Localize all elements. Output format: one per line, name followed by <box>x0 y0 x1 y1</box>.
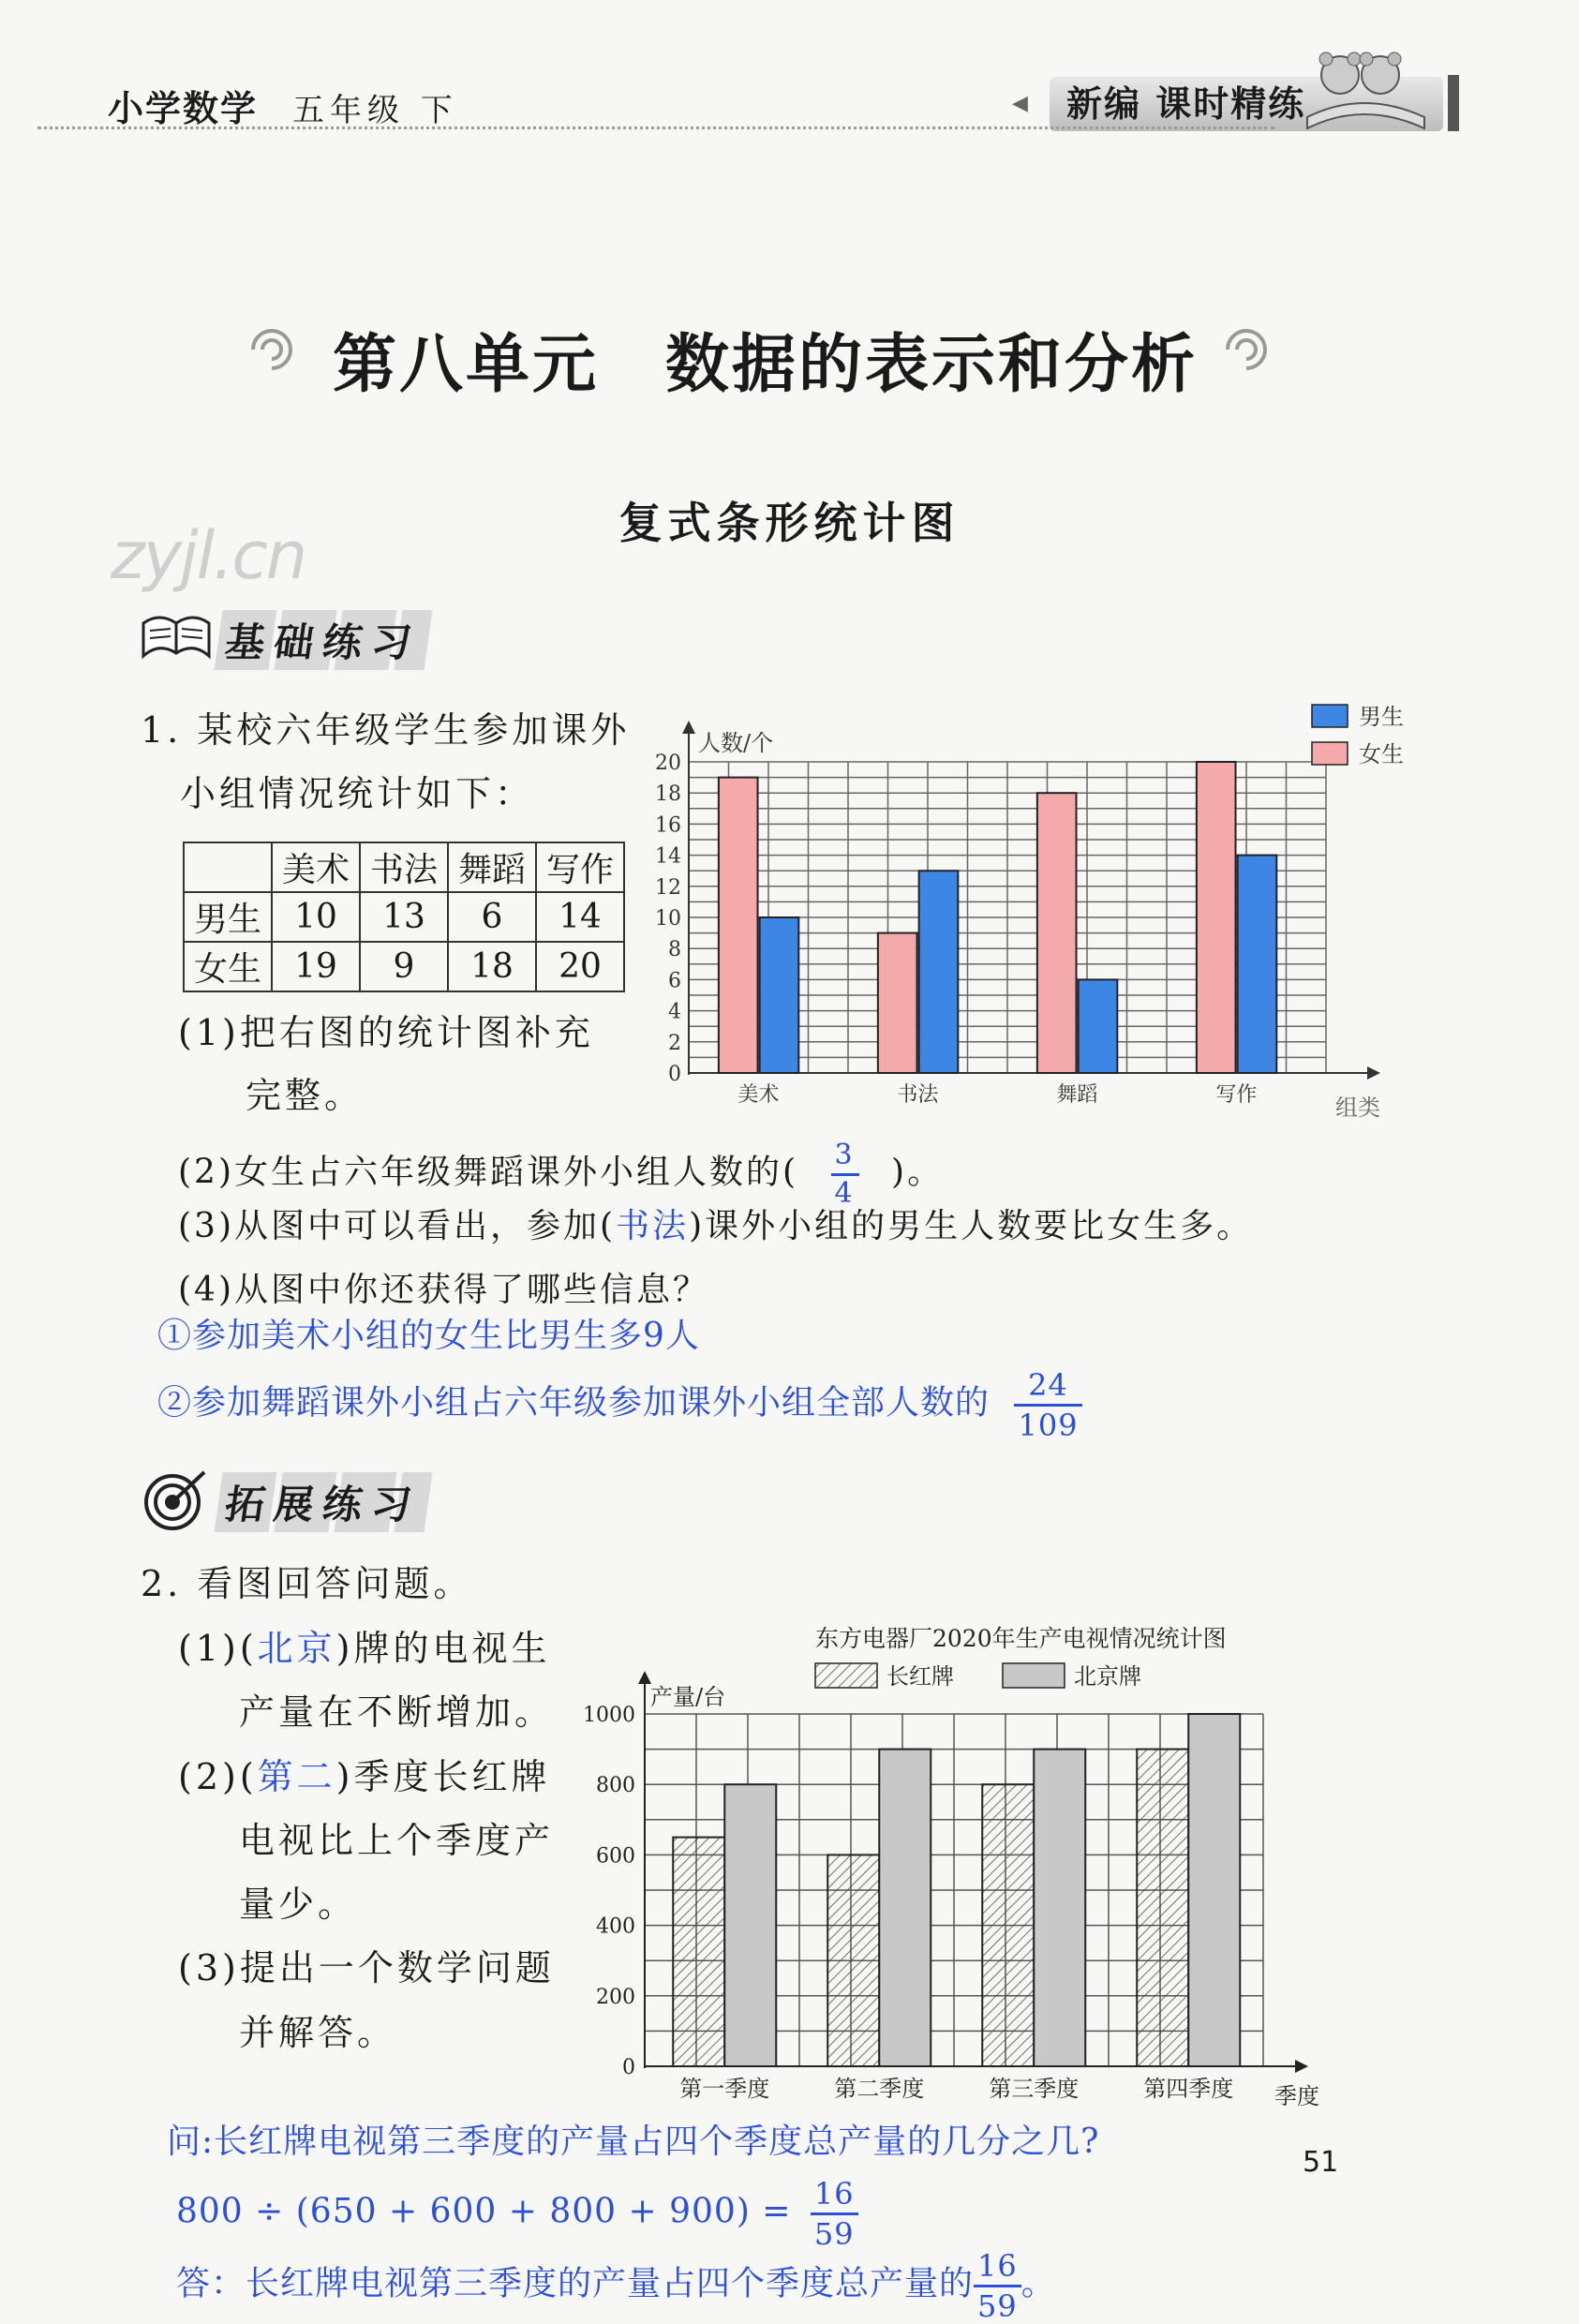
q1-p1-line2: 完整。 <box>246 1075 365 1116</box>
bar-男生 <box>1238 856 1277 1073</box>
x-tick-label: 第一季度 <box>679 2076 770 2102</box>
q2-answer <box>176 2248 1056 2324</box>
q2-p1-answer: 北京 <box>257 1628 336 1669</box>
banner-ext <box>139 1467 514 1532</box>
header-bar <box>1448 75 1459 131</box>
table-cell: 9 <box>360 942 448 991</box>
y-axis-label: 人数/个 <box>698 730 774 756</box>
q1-p3-post: )课外小组的男生人数要比女生多。 <box>689 1207 1254 1245</box>
q1-p3-pre: (3)从图中可以看出，参加( <box>178 1207 617 1245</box>
fraction-numerator: 16 <box>974 2251 1021 2287</box>
q2-p2-line3: 量少。 <box>239 1884 358 1925</box>
header-subject: 小学数学 <box>108 88 259 129</box>
y-tick-label: 2 <box>668 1031 681 1055</box>
bar-长红牌 <box>827 1855 879 2066</box>
table-cell: 舞蹈 <box>448 842 536 892</box>
q1-p2-fraction <box>831 1141 859 1208</box>
table-cell: 女生 <box>184 942 272 991</box>
q2-p2-pre: (2)( <box>178 1756 258 1797</box>
q2-p2-line2: 电视比上个季度产 <box>239 1820 555 1861</box>
banner-ext-text: 拓展练习 <box>215 1472 433 1532</box>
page-number: 51 <box>1303 2146 1339 2179</box>
fraction-denominator: 59 <box>977 2288 1018 2324</box>
table-cell: 19 <box>272 942 360 991</box>
q1-p3 <box>178 1204 1253 1249</box>
y-tick-label: 6 <box>668 969 681 993</box>
q2-p3-line1: (3)提出一个数学问题 <box>178 1947 555 1989</box>
q2-calc <box>176 2176 858 2252</box>
table-cell: 13 <box>360 892 448 942</box>
q2-p2-post: )季度长红牌 <box>335 1756 551 1797</box>
y-tick-label: 16 <box>655 813 681 838</box>
y-axis-arrow-icon <box>638 1671 651 1684</box>
table-row <box>184 942 624 991</box>
y-tick-label: 400 <box>596 1914 635 1939</box>
table-cell: 18 <box>448 942 536 991</box>
q2-p3-line2: 并解答。 <box>239 2012 397 2053</box>
q2-stem: 2. 看图回答问题。 <box>141 1563 473 1604</box>
chart-title: 东方电器厂2020年生产电视情况统计图 <box>815 1626 1227 1652</box>
legend-label: 长红牌 <box>886 1663 954 1690</box>
bar-女生 <box>1037 793 1077 1073</box>
q1-data-table <box>183 842 625 992</box>
x-tick-label: 美术 <box>737 1083 780 1107</box>
legend-swatch <box>1312 705 1348 727</box>
y-tick-label: 0 <box>622 2056 635 2079</box>
bar-长红牌 <box>982 1784 1034 2066</box>
q1-answer-2-fraction <box>1014 1367 1081 1443</box>
fraction-numerator: 24 <box>1014 1370 1081 1407</box>
chart-tv-production <box>581 1626 1387 2137</box>
q1-p2 <box>178 1141 944 1208</box>
q2-calc-text: 800 ÷ (650 + 600 + 800 + 900) = <box>176 2192 792 2231</box>
y-tick-label: 200 <box>596 1985 635 2009</box>
table-cell: 20 <box>536 942 624 991</box>
y-tick-label: 4 <box>668 1000 681 1024</box>
swirl-icon <box>1218 321 1274 378</box>
fraction-numerator: 3 <box>831 1141 859 1176</box>
q2-p1-post: )牌的电视生 <box>335 1628 551 1669</box>
bar-北京牌 <box>1034 1750 1085 2066</box>
q2-answer-post: 。 <box>1020 2264 1056 2303</box>
fraction-denominator: 4 <box>834 1177 856 1210</box>
y-tick-label: 18 <box>655 782 681 807</box>
section-title: 复式条形统计图 <box>618 498 961 548</box>
x-tick-label: 舞蹈 <box>1056 1083 1098 1107</box>
legend-swatch <box>1312 742 1348 765</box>
table-row <box>184 892 624 942</box>
bar-长红牌 <box>673 1838 724 2066</box>
y-tick-label: 800 <box>596 1774 635 1798</box>
chart-students <box>637 693 1434 1125</box>
x-tick-label: 第二季度 <box>834 2076 925 2102</box>
banner-basic-text: 基础练习 <box>215 610 433 670</box>
y-tick-label: 600 <box>596 1844 635 1869</box>
y-tick-label: 0 <box>668 1063 681 1086</box>
q2-p1 <box>178 1626 551 1671</box>
q1-answer-2 <box>157 1367 1082 1443</box>
table-cell <box>184 842 272 892</box>
y-tick-label: 10 <box>655 907 681 931</box>
x-tick-label: 第三季度 <box>989 2076 1080 2102</box>
bar-长红牌 <box>1137 1750 1188 2066</box>
legend-swatch <box>815 1663 877 1688</box>
y-tick-label: 20 <box>655 752 681 775</box>
q1-p2-post: )。 <box>891 1153 945 1192</box>
legend-label: 女生 <box>1359 741 1404 767</box>
bar-北京牌 <box>724 1784 776 2066</box>
q1-p3-answer: 书法 <box>616 1207 690 1245</box>
x-tick-label: 写作 <box>1215 1083 1258 1107</box>
legend-label: 男生 <box>1359 704 1404 730</box>
bar-女生 <box>1197 762 1236 1073</box>
banner-basic <box>139 604 514 670</box>
x-tick-label: 书法 <box>897 1083 939 1107</box>
x-axis-arrow-icon <box>1367 1066 1380 1080</box>
header-divider <box>37 127 1274 129</box>
bar-北京牌 <box>1188 1714 1240 2066</box>
y-tick-label: 12 <box>655 875 681 900</box>
y-tick-label: 1000 <box>583 1704 635 1727</box>
bar-男生 <box>1079 979 1118 1073</box>
table-cell: 男生 <box>184 892 272 942</box>
watermark: zyjl.cn <box>111 517 306 594</box>
fraction-denominator: 59 <box>813 2216 855 2252</box>
legend-swatch <box>1003 1663 1065 1688</box>
table-cell: 美术 <box>272 842 360 892</box>
legend-label: 北京牌 <box>1074 1663 1141 1690</box>
table-cell: 6 <box>448 892 536 942</box>
q1-p2-pre: (2)女生占六年级舞蹈课外小组人数的( <box>178 1153 799 1192</box>
unit-title: 第八单元 数据的表示和分析 <box>333 327 1199 402</box>
q2-p2-answer: 第二 <box>257 1756 336 1797</box>
table-cell: 14 <box>536 892 624 942</box>
header-arrow-icon: ◀ <box>1012 92 1028 115</box>
fraction-numerator: 16 <box>811 2179 858 2215</box>
header-grade: 五年级 下 <box>292 92 458 129</box>
header-series: 新编 课时精练 <box>1050 77 1443 131</box>
q2-answer-fraction <box>974 2248 1021 2324</box>
table-cell: 10 <box>272 892 360 942</box>
x-axis-arrow-icon <box>1295 2060 1308 2073</box>
q2-p2 <box>178 1754 551 1799</box>
x-tick-label: 第四季度 <box>1143 2076 1234 2102</box>
q2-calc-fraction <box>811 2176 858 2252</box>
fraction-denominator: 109 <box>1018 1408 1079 1443</box>
bar-男生 <box>919 871 959 1073</box>
q1-p4: (4)从图中你还获得了哪些信息？ <box>178 1271 709 1309</box>
bar-女生 <box>719 778 758 1073</box>
q1-answer-2-text: ②参加舞蹈课外小组占六年级参加课外小组全部人数的 <box>157 1383 991 1423</box>
q2-p1-pre: (1)( <box>178 1628 258 1669</box>
open-book-icon <box>139 604 214 670</box>
y-tick-label: 8 <box>668 938 681 962</box>
y-axis-label: 产量/台 <box>650 1684 726 1710</box>
q2-question: 问:长红牌电视第三季度的产量占四个季度总产量的几分之几? <box>167 2123 1100 2161</box>
q1-stem-line1: 1. 某校六年级学生参加课外 <box>141 709 631 751</box>
q2-p1-line2: 产量在不断增加。 <box>239 1691 555 1733</box>
target-icon <box>139 1467 214 1532</box>
x-axis-label: 组类 <box>1335 1095 1380 1121</box>
q1-stem-line2: 小组情况统计如下： <box>180 773 535 814</box>
y-tick-label: 14 <box>655 844 681 869</box>
y-axis-arrow-icon <box>682 721 695 734</box>
table-cell: 写作 <box>536 842 624 892</box>
q1-p1-line1: (1)把右图的统计图补充 <box>178 1012 594 1053</box>
bears-book-icon <box>1298 42 1429 136</box>
x-axis-label: 季度 <box>1274 2083 1319 2109</box>
q1-answer-1: ①参加美术小组的女生比男生多9人 <box>157 1317 700 1355</box>
swirl-icon <box>244 321 300 378</box>
bar-女生 <box>878 933 917 1073</box>
table-cell: 书法 <box>360 842 448 892</box>
bar-北京牌 <box>879 1750 931 2066</box>
bar-男生 <box>760 917 799 1073</box>
q2-answer-text: 答：长红牌电视第三季度的产量占四个季度总产量的 <box>176 2264 975 2303</box>
table-header-row <box>184 842 624 892</box>
